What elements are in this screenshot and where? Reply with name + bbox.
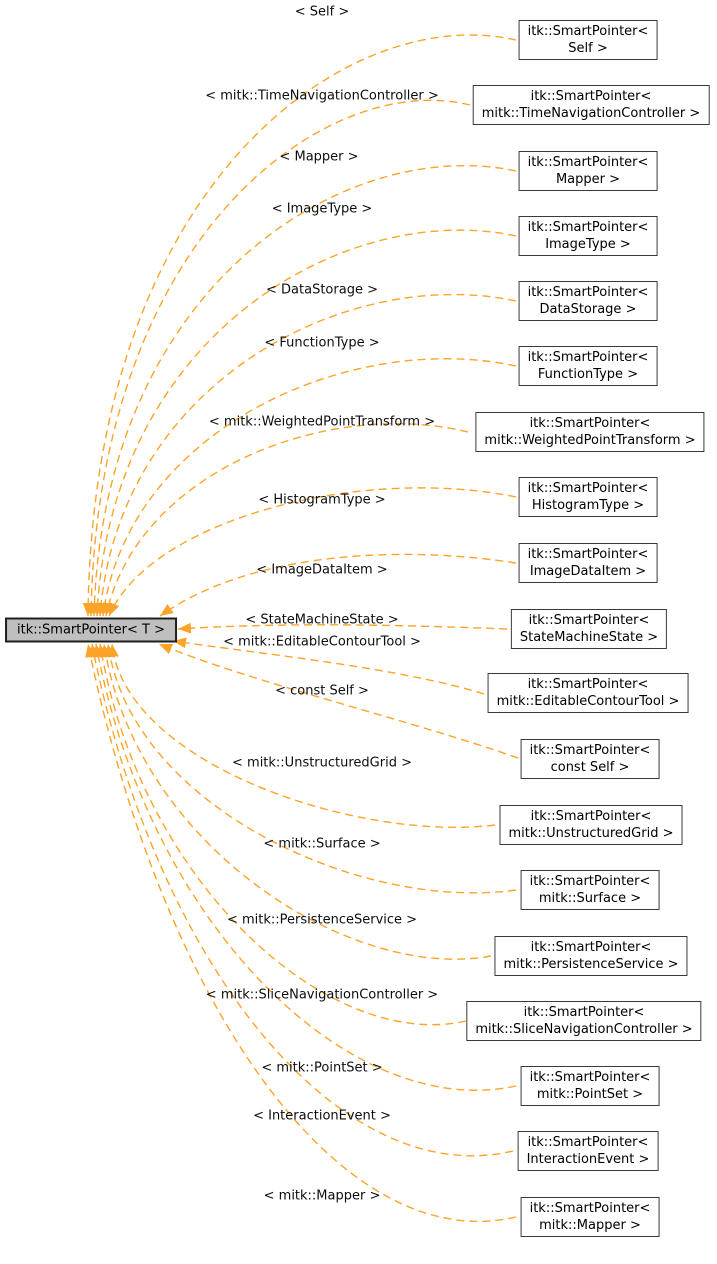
node-text-line1: itk::SmartPointer<: [529, 743, 651, 758]
node-text-line2: FunctionType >: [537, 367, 639, 382]
edge-interaction-event: [92, 644, 513, 1156]
node-text-line1: itk::SmartPointer<: [528, 613, 650, 628]
node-text-line2: mitk::Mapper >: [539, 1218, 641, 1233]
node-text-line1: itk::SmartPointer<: [523, 1005, 645, 1020]
node-text-line2: mitk::WeightedPointTransform >: [484, 433, 696, 448]
node-smart-pointer-histogram-type[interactable]: [519, 477, 658, 517]
edge-weighted-point-transform: [106, 424, 468, 616]
edge-label-unstructured-grid: < mitk::UnstructuredGrid >: [232, 755, 412, 771]
node-smart-pointer-editable-contour-tool[interactable]: [488, 673, 689, 713]
node-text-line1: itk::SmartPointer<: [529, 416, 651, 431]
node-text-line1: itk::SmartPointer<: [527, 481, 649, 496]
edge-label-time-navigation-controller: < mitk::TimeNavigationController >: [205, 88, 439, 104]
edge-time-navigation-controller: [91, 100, 470, 616]
node-smart-pointer-mapper[interactable]: [519, 151, 658, 191]
node-smart-pointer-mitk-mapper[interactable]: [521, 1197, 660, 1237]
node-text-line2: const Self >: [550, 760, 630, 775]
edge-label-persistence-service: < mitk::PersistenceService >: [226, 912, 418, 928]
node-text-line1: itk::SmartPointer<: [527, 677, 649, 692]
node-smart-pointer-data-storage[interactable]: [519, 281, 658, 321]
edge-label-state-machine-state: < StateMachineState >: [245, 612, 399, 628]
edge-const-self: [159, 644, 518, 758]
node-text-line2: mitk::TimeNavigationController >: [481, 106, 701, 121]
edge-label-data-storage: < DataStorage >: [266, 282, 378, 298]
node-text-line2: mitk::PointSet >: [536, 1087, 644, 1102]
edge-label-weighted-point-transform: < mitk::WeightedPointTransform >: [208, 414, 436, 430]
node-smart-pointer-point-set[interactable]: [521, 1066, 660, 1106]
edge-label-histogram-type: < HistogramType >: [258, 492, 386, 508]
node-smart-pointer-surface[interactable]: [521, 870, 660, 910]
node-text-line2: DataStorage >: [539, 302, 637, 317]
edge-slice-navigation-controller: [100, 644, 466, 1025]
edge-label-surface: < mitk::Surface >: [263, 836, 381, 852]
node-text-line2: StateMachineState >: [519, 630, 659, 645]
node-text-line2: ImageDataItem >: [529, 564, 647, 579]
edge-label-mapper: < Mapper >: [279, 149, 359, 165]
edge-label-function-type: < FunctionType >: [264, 335, 380, 351]
node-smart-pointer-image-data-item[interactable]: [519, 543, 658, 583]
node-text-line2: Self >: [568, 41, 608, 56]
node-smart-pointer-t: itk::SmartPointer< T >: [5, 618, 177, 643]
node-smart-pointer-interaction-event[interactable]: [518, 1131, 659, 1171]
node-text-line1: itk::SmartPointer<: [527, 155, 649, 170]
node-text-line1: itk::SmartPointer<: [529, 1201, 651, 1216]
edge-label-interaction-event: < InteractionEvent >: [253, 1108, 391, 1124]
node-text-line1: itk::SmartPointer<: [527, 285, 649, 300]
node-text-line1: itk::SmartPointer<: [529, 874, 651, 889]
node-smart-pointer-const-self[interactable]: [521, 739, 660, 779]
node-text-line1: itk::SmartPointer<: [530, 89, 652, 104]
node-text-line1: itk::SmartPointer<: [527, 547, 649, 562]
node-smart-pointer-slice-navigation-controller[interactable]: [466, 1001, 701, 1041]
node-text-line1: itk::SmartPointer<: [527, 220, 649, 235]
node-text-line2: mitk::UnstructuredGrid >: [508, 826, 674, 841]
edge-label-slice-navigation-controller: < mitk::SliceNavigationController >: [205, 987, 439, 1003]
edge-unstructured-grid: [112, 644, 495, 827]
node-smart-pointer-persistence-service[interactable]: [494, 936, 687, 976]
edge-label-editable-contour-tool: < mitk::EditableContourTool >: [223, 634, 421, 650]
node-text-line2: ImageType >: [545, 237, 631, 252]
node-text-line2: mitk::SliceNavigationController >: [475, 1022, 693, 1037]
node-smart-pointer-time-navigation-controller[interactable]: [473, 85, 710, 125]
node-text-line2: mitk::Surface >: [538, 891, 642, 906]
node-smart-pointer-state-machine-state[interactable]: [511, 609, 667, 649]
node-text-line2: Mapper >: [555, 172, 621, 187]
node-text-line2: mitk::EditableContourTool >: [496, 694, 680, 709]
node-smart-pointer-self[interactable]: [519, 20, 658, 60]
node-text-line1: itk::SmartPointer<: [527, 24, 649, 39]
node-text-line2: HistogramType >: [531, 498, 645, 513]
edge-label-image-type: < ImageType >: [271, 201, 373, 217]
edge-mitk-mapper: [88, 644, 516, 1221]
node-text-line1: itk::SmartPointer<: [530, 940, 652, 955]
node-smart-pointer-image-type[interactable]: [519, 216, 658, 256]
edge-label-image-data-item: < ImageDataItem >: [256, 562, 388, 578]
node-smart-pointer-unstructured-grid[interactable]: [500, 805, 683, 845]
node-text-line2: mitk::PersistenceService >: [503, 957, 679, 972]
edge-self: [88, 35, 516, 616]
node-smart-pointer-weighted-point-transform[interactable]: [475, 412, 704, 452]
node-text-line1: itk::SmartPointer<: [530, 809, 652, 824]
edge-label-const-self: < const Self >: [275, 683, 369, 699]
node-text-line1: itk::SmartPointer<: [527, 1135, 649, 1150]
node-text-line1: itk::SmartPointer<: [527, 350, 649, 365]
edge-label-mitk-mapper: < mitk::Mapper >: [263, 1188, 381, 1204]
node-text-line1: itk::SmartPointer<: [529, 1070, 651, 1085]
edge-label-self: < Self >: [294, 4, 350, 20]
edge-mapper: [94, 166, 516, 616]
node-text-line2: InteractionEvent >: [526, 1152, 650, 1167]
edge-label-point-set: < mitk::PointSet >: [261, 1060, 383, 1076]
node-smart-pointer-function-type[interactable]: [519, 346, 658, 386]
